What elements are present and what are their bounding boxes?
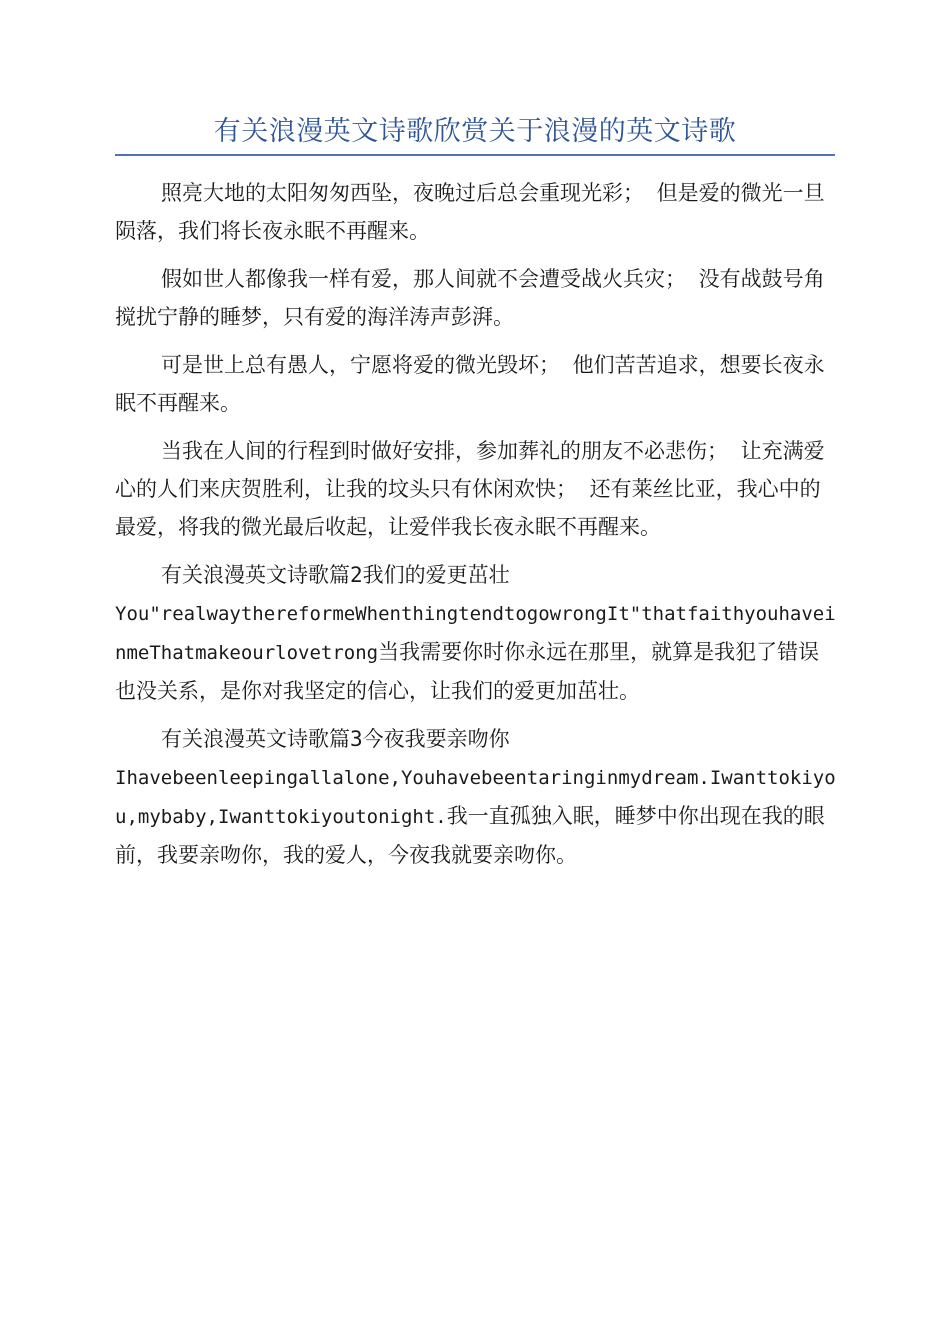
paragraph-4: 当我在人间的行程到时做好安排，参加葬礼的朋友不必悲伤； 让充满爱心的人们来庆贺胜利，让我的坟头只有休闲欢快； 还有莱丝比亚，我心中的最爱，将我的微光最后收起，让爱伴我长夜永眠不再醒来。 xyxy=(115,439,825,539)
poem3-english: Ihavebeenleepingallalone,Youhavebeentaringinmydream.Iwanttokiyou,mybaby,Iwanttokiyoutonight. xyxy=(115,767,836,828)
title-underline xyxy=(115,154,835,156)
poem2-heading: 有关浪漫英文诗歌篇2我们的爱更茁壮 xyxy=(161,563,510,587)
poem3-heading: 有关浪漫英文诗歌篇3今夜我要亲吻你 xyxy=(161,727,510,751)
paragraph-3: 可是世上总有愚人，宁愿将爱的微光毁坏； 他们苦苦追求，想要长夜永眠不再醒来。 xyxy=(115,353,825,415)
poem2-body xyxy=(115,594,837,710)
poem3-chinese: 我一直孤独入眠，睡梦中你出现在我的眼前，我要亲吻你，我的爱人，今夜我就要亲吻你。 xyxy=(115,804,825,867)
document-body xyxy=(115,174,837,884)
paragraph-2: 假如世人都像我一样有爱，那人间就不会遭受战火兵灾； 没有战鼓号角搅扰宁静的睡梦，只有爱的海洋涛声彭湃。 xyxy=(115,267,825,329)
paragraph-1: 照亮大地的太阳匆匆西坠，夜晚过后总会重现光彩； 但是爱的微光一旦陨落，我们将长夜永眠不再醒来。 xyxy=(115,181,825,243)
poem2-english: You"realwaythereformeWhenthingtendtogowrongIt"thatfaithyouhaveinmeThatmakeourlovetrong xyxy=(115,603,836,664)
poem2-chinese: 当我需要你时你永远在那里，就算是我犯了错误也没关系，是你对我坚定的信心，让我们的爱更加茁壮。 xyxy=(115,640,820,703)
poem3-body xyxy=(115,758,837,874)
document-title: 有关浪漫英文诗歌欣赏关于浪漫的英文诗歌 xyxy=(213,116,737,147)
